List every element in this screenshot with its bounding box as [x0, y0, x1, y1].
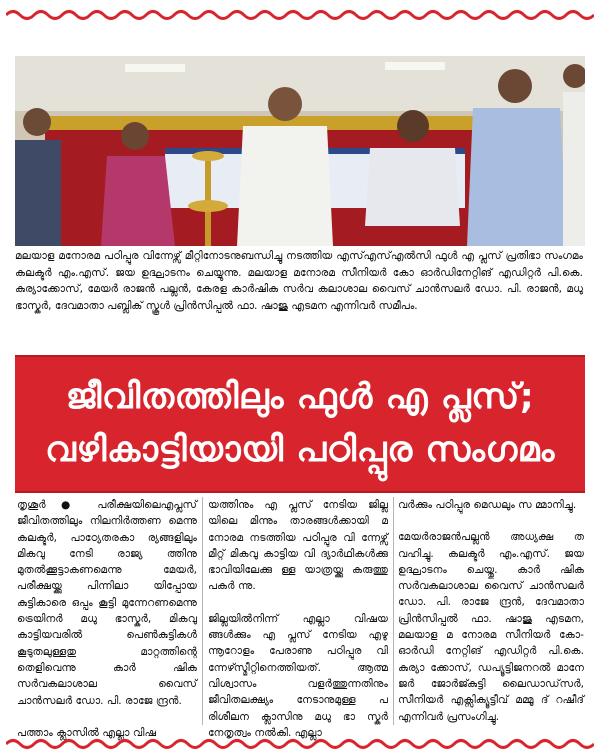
photo-caption: മലയാള മനോരമ പഠിപ്പുര വിന്നേഴ്സ് മീറ്റിനോടനുബന്ധിച്ചു നടത്തിയ എസ്എസ്എൽസി ഫുൾ എ പ്ലസ് പ്രതിഭാ സംഗമം കലക്ടർ എം.എസ്. ജയ ഉദ്ഘാടനം ചെയ്യുന്നു. മലയാള മനോരമ സീനിയർ കോ ഓർഡിനേറ്റിങ് എഡിറ്റർ പി.കെ. കുര്യാക്കോസ്, മേയർ രാജൻ പല്ലൻ, കേരള കാർഷിക സർവ കലാശാല വൈസ് ചാൻസലർ ഡോ. പി. രാജൻ, മധു ഭാസ്കർ, ദേവമാതാ പബ്ലിക് സ്കൂൾ പ്രിൻസിപ്പൽ ഫാ. ഷാജു എടമന എന്നിവർ സമീപം.	[15, 250, 583, 312]
bottom-wave-border	[6, 737, 594, 751]
headline-line-2: വഴികാട്ടിയായി പഠിപ്പുര സംഗമം	[45, 430, 555, 470]
event-photo	[15, 56, 585, 246]
article-column-1	[17, 497, 197, 741]
article-paragraph: പത്താം ക്ലാസിൽ എല്ലാ വിഷ	[17, 726, 157, 739]
article-paragraph: യത്തിനും എ പ്ലസ് നേടിയ ജില്ല യിലെ മിന്നും താരങ്ങൾക്കായി മ നോരമ നടത്തിയ പഠിപ്പുര വി ന്നേഴ്സ് മീറ്റ് മികവു കാട്ടിയ വി ദ്യാർഥികൾക്കു ഭാവിയിലേക്കു ള്ള യാത്രയ്ക്കു കരുത്തു പകർ ന്നു.	[208, 499, 388, 593]
column-divider	[393, 497, 394, 725]
article-paragraph: ജില്ലയിൽനിന്ന് എല്ലാ വിഷയ ങ്ങൾക്കും എ പ്ലസ് നേടിയ എഴു ന്നൂറോളം പേരാണു പഠിപ്പുര വി ന്നേഴ്സ്മീറ്റിനെത്തിയത്. ആത്മ വിശ്വാസം വളർത്തുന്നതിനും ജീവിതലക്ഷ്യം നേടാനുമുള്ള പ രിശീലന ക്ലാസിനു മധു ഭാ സ്കർ നേതൃത്വം നൽകി. എല്ലാ	[208, 612, 388, 739]
article-paragraph: തൃശൂർ ● പരീക്ഷയിലെഎപ്ലസ് ജീവിതത്തിലും നിലനിർത്തണ മെന്നു കലക്ടർ, പാഠ്യേതരകാ ര്യങ്ങളിലും മികവു നേടി രാജ്യ ത്തിനു മുതൽക്കൂട്ടാകണമെന്നു മേയർ, പരീക്ഷയ്ക്കു പിന്നിലാ യിപ്പോയ കുട്ടികാരെ ഒപ്പം കൂട്ടി മുന്നേറണമെന്നു ട്രെയിനർ മധു ഭാസ്കർ, മികവു കാട്ടിയവരിൽ പെൺകുട്ടികൾ കൂടുതലുള്ളതു മാറ്റത്തിന്റെ തെളിവെന്നു കാർ ഷിക സർവകലാശാല വൈസ് ചാൻസലർ ഡോ. പി. രാജേ ന്ദ്രൻ.	[17, 499, 197, 707]
headline-banner	[15, 355, 585, 493]
article-column-2	[208, 497, 388, 741]
column-divider	[202, 497, 203, 725]
article-paragraph: വർക്കും പഠിപ്പുര മെഡലും സ മ്മാനിച്ചു.	[398, 499, 577, 511]
headline-line-1: ജീവിതത്തിലും ഫുൾ എ പ്ലസ്;	[65, 377, 535, 417]
article-column-3	[398, 497, 584, 725]
article-paragraph: മേയർരാജൻപല്ലൻ അധ്യക്ഷ ത വഹിച്ചു. കലക്ടർ എം.എസ്. ജയ ഉദ്ഘാടനം ചെയ്തു. കാർ ഷിക സർവകലാശാല വൈസ് ചാൻസലർ ഡോ. പി. രാജേ ന്ദ്രൻ, ദേവമാതാ പ്രിൻസിപ്പൽ ഫാ. ഷാജു എടമന, മലയാള മ നോരമ സീനിയർ കോ-ഓർഡി നേറ്റിങ് എഡിറ്റർ പി.കെ. കുര്യാ ക്കോസ്, ഡപ്യൂട്ടിജനറൽ മാനേ ജർ ജോർജ്കുട്ടി ലൈഡാഡ്‌സർ, സീനിയർ എക്സിക്യൂട്ടീവ് മമ്മൂ ദ് റഷീദ് എന്നിവർ പ്രസംഗിച്ചു.	[398, 531, 584, 723]
top-wave-border	[6, 8, 594, 22]
